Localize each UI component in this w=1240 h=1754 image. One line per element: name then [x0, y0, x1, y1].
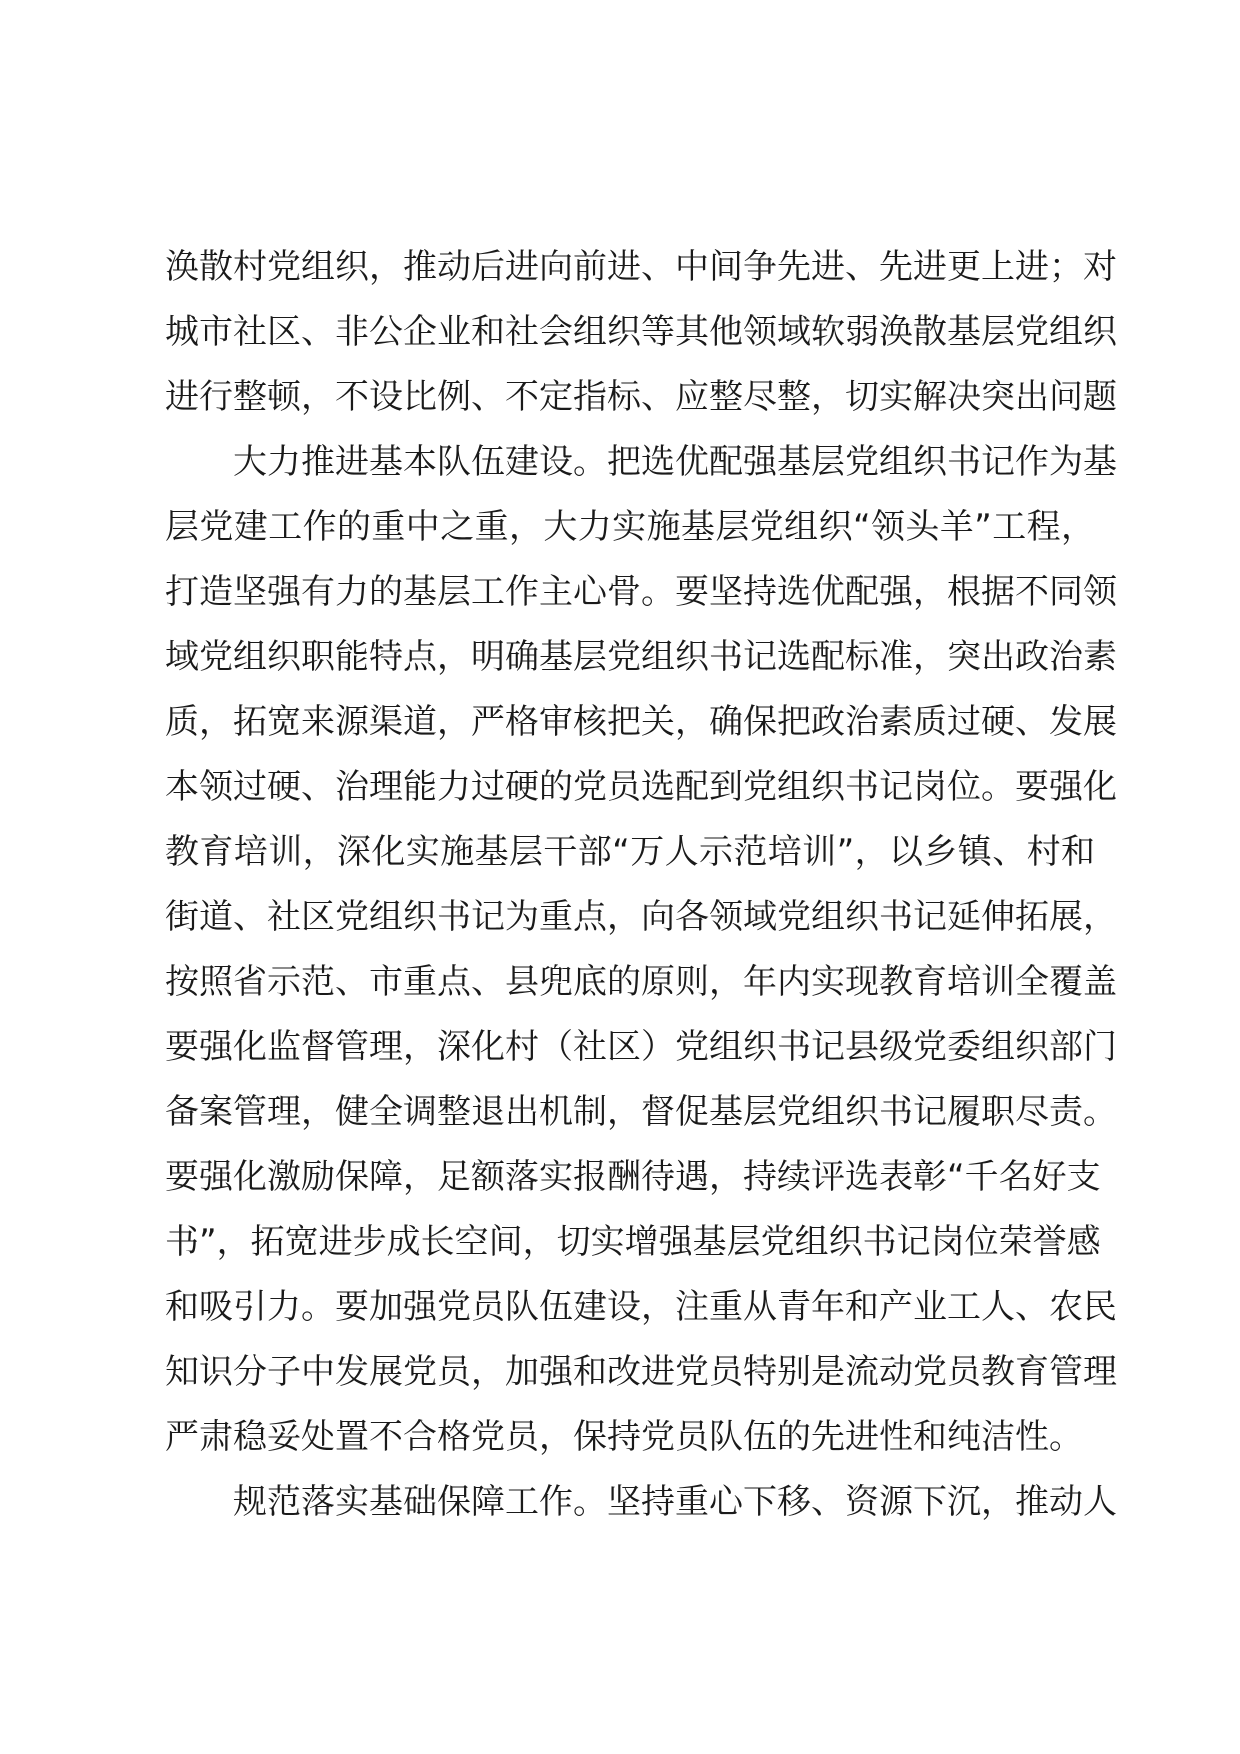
- text-line: 要强化监督管理，深化村（社区）党组织书记县级党委组织部门: [165, 1027, 1117, 1067]
- paragraph-start-line: 规范落实基础保障工作。坚持重心下移、资源下沉，推动人: [233, 1482, 1117, 1522]
- text-line: 严肃稳妥处置不合格党员，保持党员队伍的先进性和纯洁性。: [165, 1417, 1083, 1457]
- text-line: 和吸引力。要加强党员队伍建设，注重从青年和产业工人、农民: [165, 1287, 1117, 1327]
- text-line: 本领过硬、治理能力过硬的党员选配到党组织书记岗位。要强化: [165, 767, 1117, 807]
- text-line: 层党建工作的重中之重，大力实施基层党组织“领头羊”工程，: [165, 507, 1095, 547]
- text-line: 城市社区、非公企业和社会组织等其他领域软弱涣散基层党组织: [165, 312, 1117, 352]
- text-line: 知识分子中发展党员，加强和改进党员特别是流动党员教育管理: [165, 1352, 1117, 1392]
- text-line: 涣散村党组织，推动后进向前进、中间争先进、先进更上进；对: [165, 247, 1117, 287]
- body-text: [165, 235, 1117, 1535]
- paragraph-start-line: 大力推进基本队伍建设。把选优配强基层党组织书记作为基: [233, 442, 1117, 482]
- text-line: 打造坚强有力的基层工作主心骨。要坚持选优配强，根据不同领: [165, 572, 1117, 612]
- text-line: 教育培训，深化实施基层干部“万人示范培训”，以乡镇、村和: [165, 832, 1095, 872]
- text-line: 质，拓宽来源渠道，严格审核把关，确保把政治素质过硬、发展: [165, 702, 1117, 742]
- text-line: 按照省示范、市重点、县兜底的原则，年内实现教育培训全覆盖: [165, 962, 1117, 1002]
- text-line: 域党组织职能特点，明确基层党组织书记选配标准，突出政治素: [165, 637, 1117, 677]
- text-line: 要强化激励保障，足额落实报酬待遇，持续评选表彰“千名好支: [165, 1157, 1101, 1197]
- text-line: 备案管理，健全调整退出机制，督促基层党组织书记履职尽责。: [165, 1092, 1117, 1132]
- text-line: 街道、社区党组织书记为重点，向各领域党组织书记延伸拓展，: [165, 897, 1117, 937]
- text-line: 进行整顿，不设比例、不定指标、应整尽整，切实解决突出问题: [165, 377, 1117, 417]
- text-line: 书”，拓宽进步成长空间，切实增强基层党组织书记岗位荣誉感: [165, 1222, 1101, 1262]
